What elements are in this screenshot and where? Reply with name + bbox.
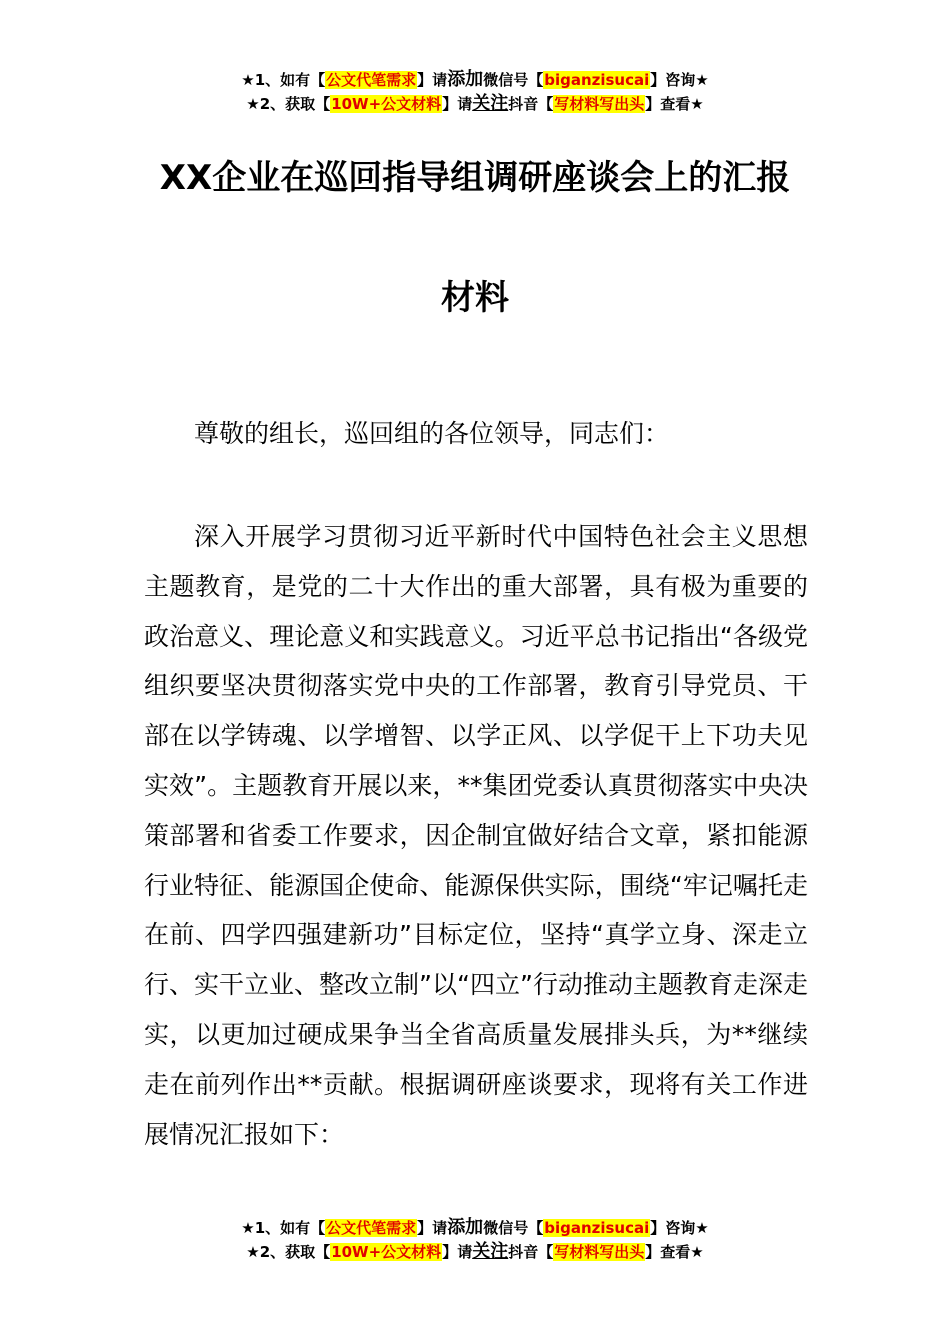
banner-text: 添加 [447,69,484,90]
banner-text: 】咨询★ [650,71,709,89]
banner-text: 】请 [442,95,473,113]
banner-text: 添加 [447,1217,484,1238]
banner-text: 微信号【 [483,1219,544,1237]
document-title-line-1: XX企业在巡回指导组调研座谈会上的汇报 [159,158,791,198]
header-banner [0,68,950,116]
banner-text: 关注 [472,93,509,114]
banner-line-1 [0,1216,950,1240]
banner-text: 微信号【 [483,71,544,89]
highlight-wechat-id: biganzisucai [544,1219,650,1237]
banner-text: ★1、如有【 [241,71,326,89]
banner-line-2 [0,92,950,116]
banner-text: 抖音【 [508,1243,554,1261]
banner-text: 】请 [417,1219,448,1237]
banner-text: ★2、获取【 [246,95,331,113]
banner-text: ★2、获取【 [246,1243,331,1261]
banner-line-2 [0,1240,950,1264]
banner-text: 】查看★ [645,95,704,113]
banner-text: ★1、如有【 [241,1219,326,1237]
banner-line-1 [0,68,950,92]
footer-banner [0,1216,950,1264]
highlight-materials: 10W+公文材料 [331,95,442,113]
banner-text: 】查看★ [645,1243,704,1261]
highlight-douyin-account: 写材料写出头 [554,95,645,113]
banner-text: 】请 [442,1243,473,1261]
highlight-service: 公文代笔需求 [326,71,417,89]
highlight-materials: 10W+公文材料 [331,1243,442,1261]
highlight-service: 公文代笔需求 [326,1219,417,1237]
highlight-douyin-account: 写材料写出头 [554,1243,645,1261]
banner-text: 】咨询★ [650,1219,709,1237]
greeting: 尊敬的组长，巡回组的各位领导，同志们： [194,419,670,448]
banner-text: 关注 [472,1241,509,1262]
document-title-line-2: 材料 [441,278,509,318]
banner-text: 】请 [417,71,448,89]
banner-text: 抖音【 [508,95,554,113]
body-paragraph: 深入开展学习贯彻习近平新时代中国特色社会主义思想主题教育，是党的二十大作出的重大部署，具有极为重要的政治意义、理论意义和实践意义。习近平总书记指出“各级党组织要坚决贯彻落实党中央的工作部署，教育引导党员、干部在以学铸魂、以学增智、以学正风、以学促干上下功夫见实效”。主题教育开展以来，**集团党委认真贯彻落实中央决策部署和省委工作要求，因企制宜做好结合文章，紧扣能源行业特征、能源国企使命、能源保供实际，围绕“牢记嘱托走在前、四学四强建新功”目标定位，坚持“真学立身、深走立行、实干立业、整改立制”以“四立”行动推动主题教育走深走实，以更加过硬成果争当全省高质量发展排头兵，为**继续走在前列作出**贡献。根据调研座谈要求，现将有关工作进展情况汇报如下： [144,522,808,1149]
highlight-wechat-id: biganzisucai [544,71,650,89]
